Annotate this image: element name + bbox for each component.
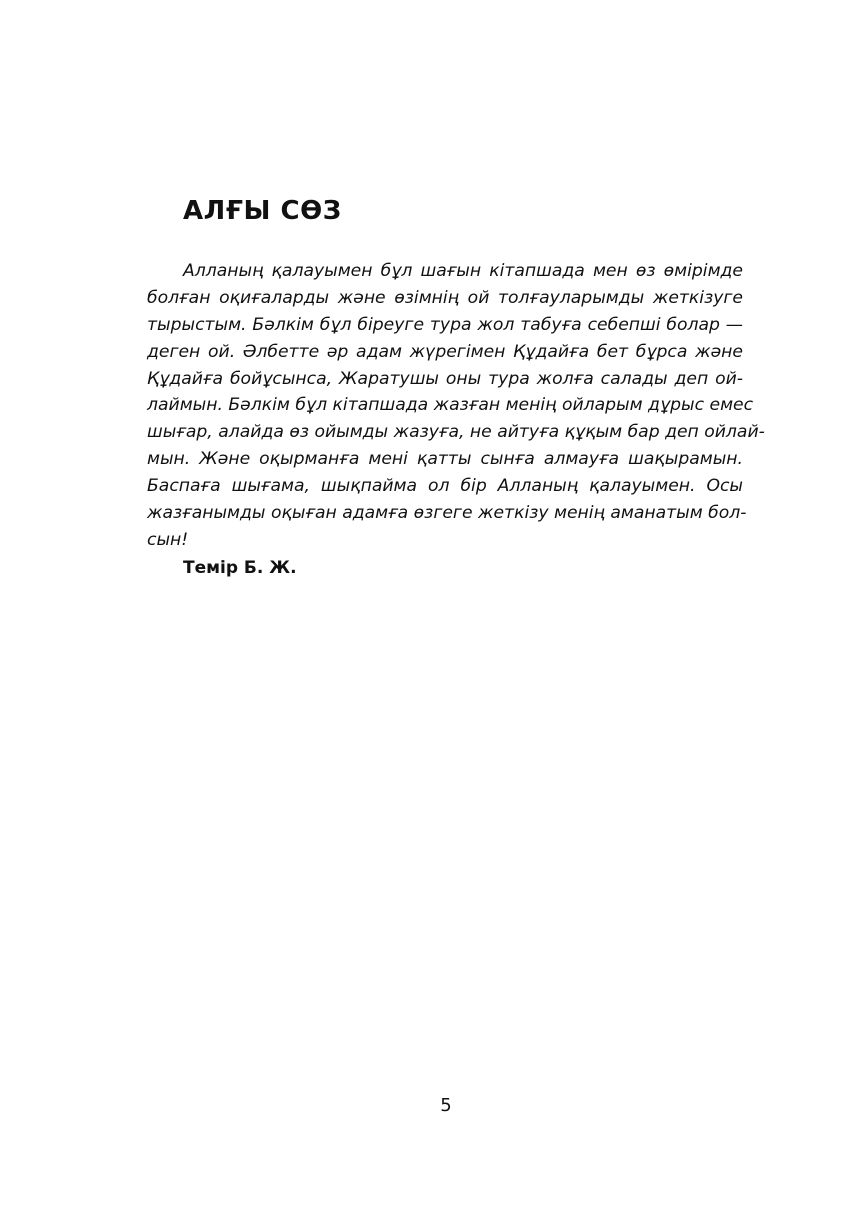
paragraph-line: лаймын. Бәлкім бұл кітапшада жазған менің ойларым дұрыс емес (147, 395, 754, 416)
preface-paragraph (147, 258, 765, 554)
paragraph-line: болған оқиғаларды және өзімнің ой толғауларымды жеткізуге (147, 287, 743, 308)
author-signature: Темір Б. Ж. (183, 558, 297, 578)
page-number: 5 (440, 1095, 452, 1116)
page-title: АЛҒЫ СӨЗ (183, 196, 342, 226)
paragraph-line: мын. Және оқырманға мені қатты сынға алмауға шақырамын. (147, 449, 743, 470)
paragraph-line: Алланың қалауымен бұл шағын кітапшада мен өз өмірімде (183, 261, 743, 281)
paragraph-line: деген ой. Әлбетте әр адам жүрегімен Құдайға бет бұрса және (147, 341, 743, 362)
paragraph-line: шығар, алайда өз ойымды жазуға, не айтуға құқым бар деп ойлай- (147, 422, 765, 443)
paragraph-line: Құдайға бойұсынса, Жаратушы оны тура жолға салады деп ой- (147, 368, 743, 389)
paragraph-line: Баспаға шығама, шықпайма ол бір Алланың қалауымен. Осы (147, 476, 743, 497)
paragraph-line: сын! (147, 529, 189, 550)
paragraph-line: тырыстым. Бәлкім бұл біреуге тура жол табуға себепші болар — (147, 314, 743, 335)
paragraph-line: жазғанымды оқыған адамға өзгеге жеткізу менің аманатым бол- (147, 503, 747, 524)
